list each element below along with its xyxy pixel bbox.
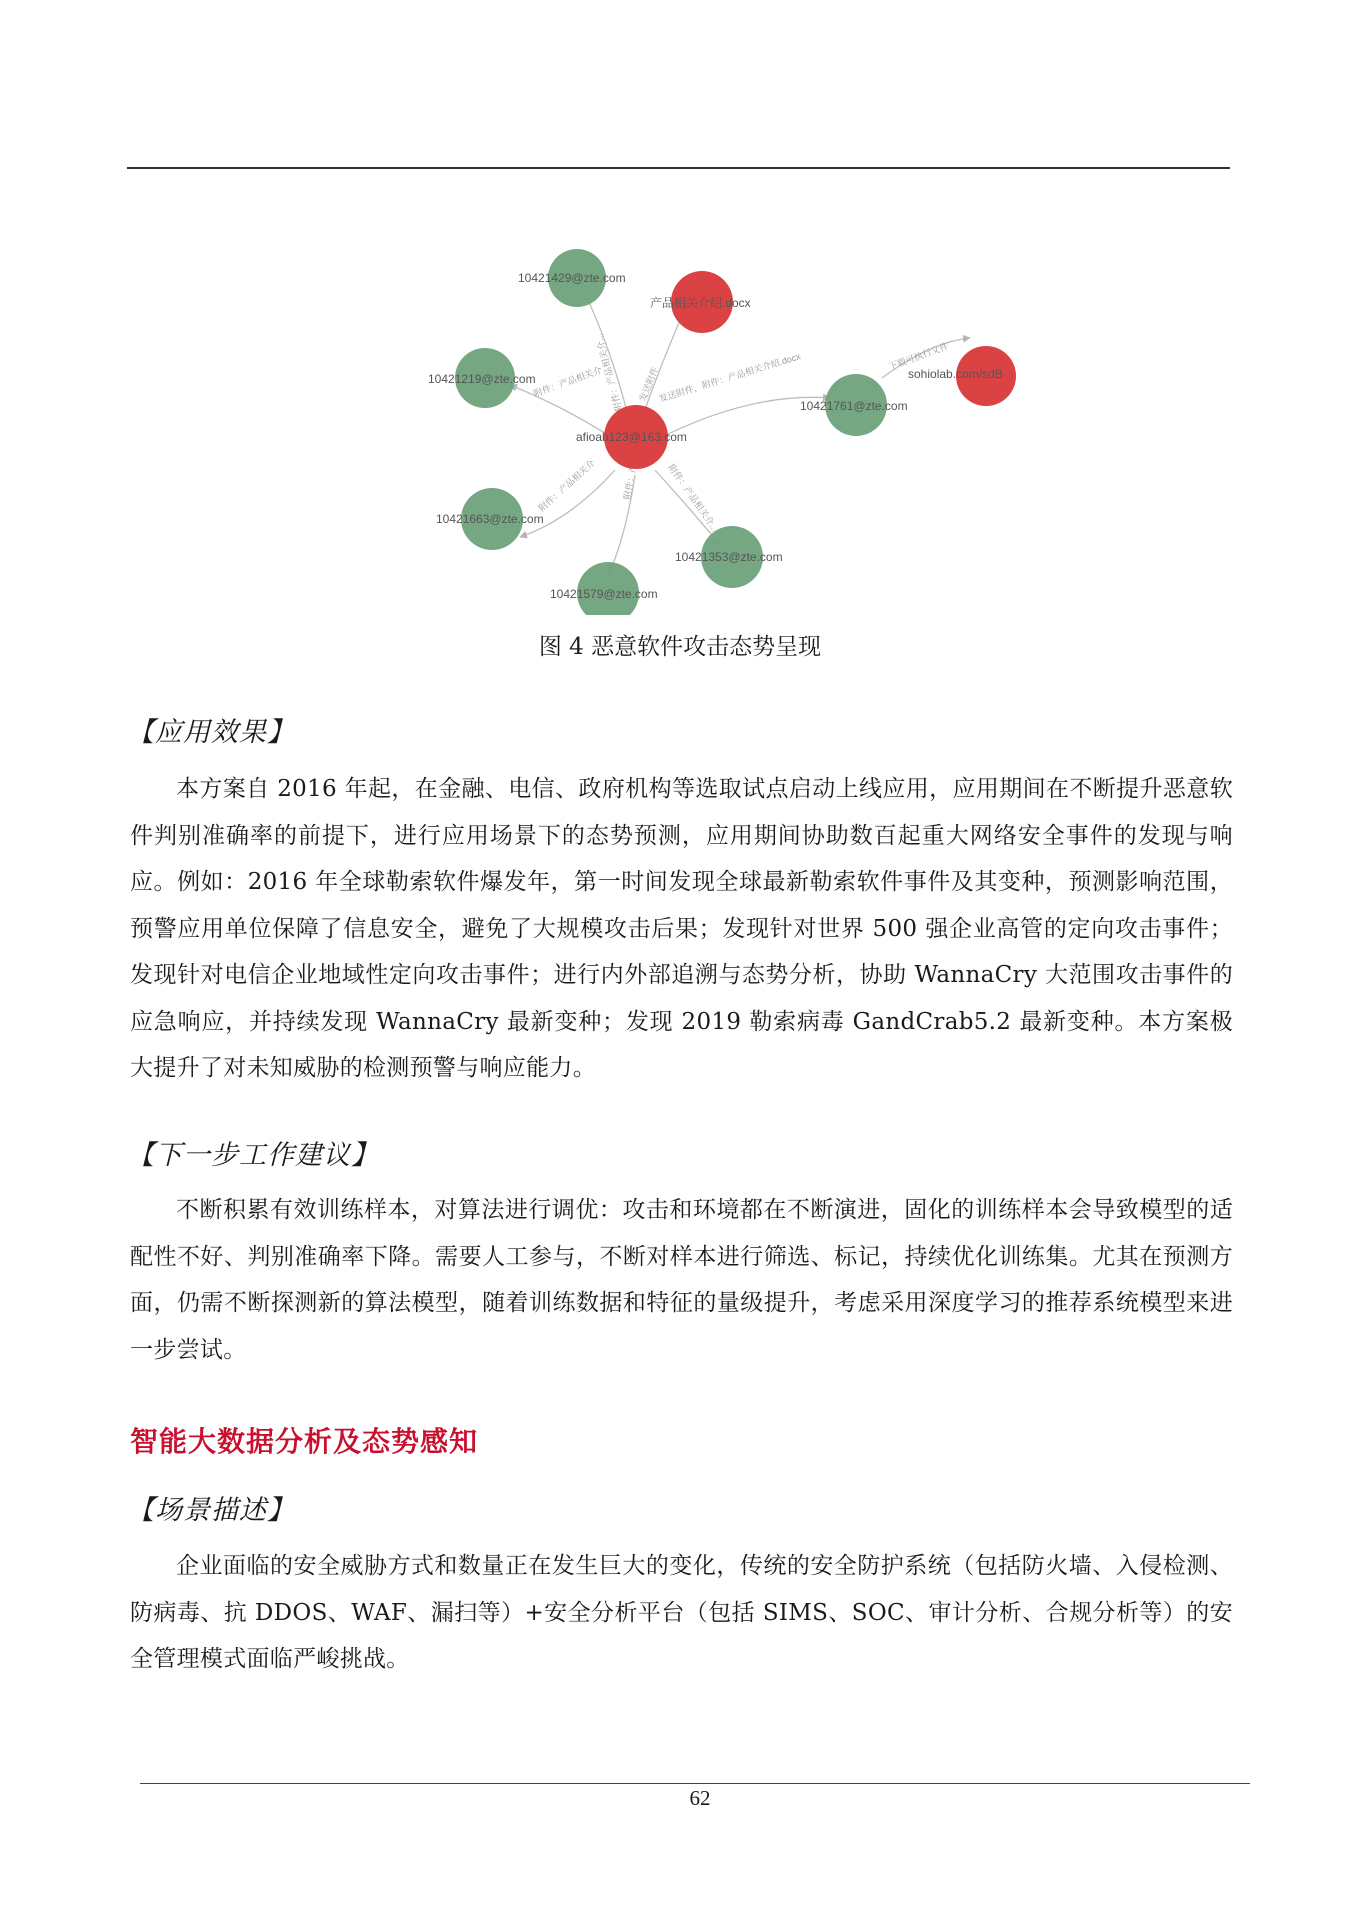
edge-label-n4: 发送附件，附件：产品相关介绍.docx [657,351,802,404]
section-heading-next-steps: 【下一步工作建议】 [127,1140,379,1171]
paragraph-effect: 本方案自 2016 年起，在金融、电信、政府机构等选取试点启动上线应用，应用期间在不断提升恶意软件判别准确率的前提下，进行应用场景下的态势预测，应用期间协助数百起重大网络安全事件的发现与响应。例如：2016 年全球勒索软件爆发年，第一时间发现全球最新勒索软件事件及其变种，预测影响范围，预警应用单位保障了信息安全，避免了大规模攻击后果；发现针对世界 500 强企业高管的定向攻击事件；发现针对电信企业地域性定向攻击事件；进行内外部追溯与态势分析，协助 WannaCry 大范围攻击事件的应急响应，并持续发现 WannaCry 最新变种；发现 2019 勒索病毒 GandCrab5.2 最新变种。本方案极大提升了对未知威胁的检测预警与响应能力。 [130,776,1233,1081]
node-label-center: afioab123@163.com [576,430,687,444]
edge-label-n5: 下载可执行文件 [887,340,950,372]
edge-label-n1: 附件：产品相关介... [593,332,624,413]
edge-label-n7: 附件：产品相关介... [666,462,721,534]
node-label-n5: sohiolab.com/sdB [908,367,1003,381]
header-rule [127,167,1230,169]
node-label-n7: 10421353@zte.com [675,550,783,564]
node-label-n4: 10421761@zte.com [800,399,908,413]
edge-label-n3: 附件：产品相关介 [532,364,604,399]
edge-label-n6: 附件：产品相关介 [536,457,597,514]
paragraph-scenario: 企业面临的安全威胁方式和数量正在发生巨大的变化，传统的安全防护系统（包括防火墙、入侵检测、防病毒、抗 DDOS、WAF、漏扫等）+安全分析平台（包括 SIMS、SOC、审计分析、合规分析等）的安全管理模式面临严峻挑战。 [130,1553,1233,1672]
section-heading-effect: 【应用效果】 [127,717,295,748]
node-label-n1: 10421429@zte.com [518,271,626,285]
node-label-n2: 产品相关介绍.docx [650,296,751,310]
edge-center-n3 [510,385,608,435]
section-title-bigdata: 智能大数据分析及态势感知 [130,1425,479,1458]
footer-rule [140,1783,1250,1784]
node-label-n3: 10421219@zte.com [428,372,536,386]
paragraph-next-steps: 不断积累有效训练样本，对算法进行调优：攻击和环境都在不断演进，固化的训练样本会导致模型的适配性不好、判别准确率下降。需要人工参与，不断对样本进行筛选、标记，持续优化训练集。尤其在预测方面，仍需不断探测新的算法模型，随着训练数据和特征的量级提升，考虑采用深度学习的推荐系统模型来进一步尝试。 [130,1197,1233,1363]
network-graph-svg [410,230,1030,615]
edge-label-n2: 发送附件 [637,365,661,403]
malware-attack-graph [410,230,1030,615]
node-label-n6: 10421663@zte.com [436,512,544,526]
figure-caption: 图 4 恶意软件攻击态势呈现 [538,634,822,660]
node-label-n8: 10421579@zte.com [550,587,658,601]
page-number: 62 [689,1786,711,1810]
section-heading-scenario: 【场景描述】 [127,1495,295,1526]
